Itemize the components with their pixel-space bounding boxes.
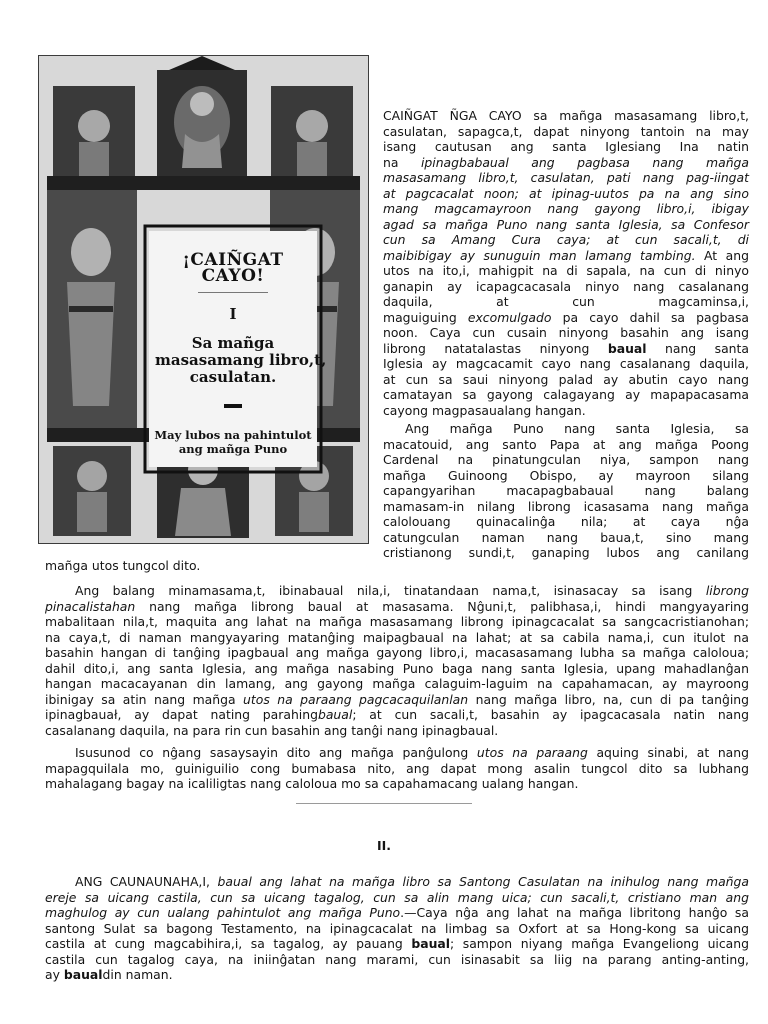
paragraph-rules-intro bbox=[45, 745, 749, 792]
text-run: librong natatalastas ninyong bbox=[383, 340, 608, 356]
plaque-footer-line: ang mañga Puno bbox=[178, 441, 288, 456]
plaque-subtitle bbox=[149, 333, 327, 386]
text-run: nang mañga libro, na, cun di pa tanĝing bbox=[468, 691, 749, 707]
italic-run: baual ang lahat na mañga libro sa Santong Casulatan na inihulog nang mañga bbox=[217, 874, 749, 889]
text-line: ganapin ay icapagcacasala ninyo nang casalanang bbox=[383, 278, 749, 294]
text-line: santong Sulat sa bagong Testamento, na ipinagcacalat na limbag sa Oxfort at sa Hong-kong sa uicang bbox=[45, 920, 749, 936]
text-run: .—Caya nĝa ang lahat na mañga libritong hanĝo sa bbox=[400, 905, 749, 920]
text-line: castila cun tagalog caya, na iniinĝatan nang marami, cun isinasabit sa liig na parang anting-anting, bbox=[45, 951, 749, 967]
text-line bbox=[383, 155, 749, 171]
text-run: At ang bbox=[695, 247, 749, 263]
plaque-rule bbox=[198, 292, 268, 293]
bold-run: baual bbox=[411, 936, 451, 951]
section-divider bbox=[296, 803, 472, 804]
plaque-number: I bbox=[229, 305, 237, 323]
text-line: dahil dito,i, ang santa Iglesia, ang mañga nasabing Puno baga nang santa Iglesia, upang mahadlanĝan bbox=[45, 660, 749, 676]
text-run: ay bbox=[45, 967, 64, 982]
text-line bbox=[45, 905, 749, 921]
text-run: nang santa bbox=[646, 340, 749, 356]
text-run: ANG CAUNAUNAHA,I, bbox=[75, 874, 218, 889]
text-line: calolouang quinacalinĝa nila; at caya nĝa bbox=[383, 514, 749, 529]
text-line: cayong magpasaualang hangan. bbox=[383, 402, 586, 418]
text-line: mañga Guinoong Obispo, ay mayroon silang bbox=[383, 467, 749, 483]
plaque-title: ¡CAIÑGAT CAYO! bbox=[182, 250, 284, 286]
italic-run: baual bbox=[317, 707, 353, 722]
paragraph-first-rule bbox=[45, 874, 749, 983]
text-run: pa cayo dahil sa pagbasa bbox=[551, 309, 749, 325]
text-line bbox=[45, 745, 749, 761]
text-line bbox=[45, 707, 749, 723]
text-run: ibinigay sa atin nang mañga bbox=[45, 691, 244, 707]
text-line bbox=[383, 217, 749, 233]
text-line bbox=[383, 186, 749, 202]
text-line: noon. Caya cun cusain ninyong basahin ang isang bbox=[383, 325, 749, 340]
text-line: Ang mañga Puno nang santa Iglesia, sa bbox=[405, 421, 749, 436]
italic-run: excomulgado bbox=[467, 309, 552, 325]
text-line: catungculan naman nang baua,t, sino mang bbox=[383, 529, 749, 545]
italic-run: mang magcamayroon nang gayong libro,i, ibigay bbox=[383, 201, 749, 216]
text-line: macatouid, ang santo Papa at ang mañga Poong bbox=[383, 436, 749, 452]
title-plaque bbox=[149, 231, 327, 467]
bold-run: baual bbox=[607, 340, 647, 356]
paragraph-intro bbox=[383, 108, 749, 418]
text-line: hangan macacayanan din lamang, ang gayong mañga calaguim-laguim na capahamacan, ay mayroong bbox=[45, 676, 749, 691]
italic-run: at pagcacalat noon; at ipinag-uutos pa na ang sino bbox=[383, 185, 749, 201]
italic-run: utos na paraang bbox=[476, 745, 588, 760]
text-line bbox=[383, 341, 749, 357]
text-run: Isusunod co nĝang sasaysayin dito ang mañga panĝulong bbox=[75, 745, 477, 760]
text-line: at cun sa saui ninyong palad ay abutin cayo nang bbox=[383, 371, 749, 387]
text-line: mamasam-in nilang librong icasasama nang mañga bbox=[383, 498, 749, 514]
text-line bbox=[45, 583, 749, 599]
text-run: ; sampon niyang mañga Evangeliong uicang bbox=[450, 936, 749, 951]
text-line: Cardenal na pinatungculan niya, sampon nang bbox=[383, 452, 749, 467]
italic-run: agad sa mañga Puno nang santa Iglesia, sa Confesor bbox=[383, 216, 749, 232]
text-run: castila at cung magcabihira,i, sa tagalog, ay pauang bbox=[45, 936, 412, 951]
plaque-subtitle-line: masasamang libro,t, bbox=[155, 350, 327, 369]
text-line: CAIÑGAT ÑGA CAYO sa mañga masasamang libro,t, bbox=[383, 108, 749, 123]
paragraph-authorities bbox=[383, 421, 749, 561]
text-line bbox=[45, 890, 749, 906]
text-line bbox=[383, 232, 749, 248]
text-run: Ang balang minamasama,t, ibinabaual nila,i, tinatandaan nama,t, isinasacay sa isang bbox=[75, 583, 706, 598]
italic-run: cun sa Amang Cura caya; at cun sacali,t, di bbox=[383, 232, 749, 247]
text-line bbox=[45, 967, 749, 983]
text-line bbox=[383, 201, 749, 217]
paragraph-index bbox=[45, 583, 749, 738]
text-line bbox=[45, 936, 749, 952]
bold-run: baual bbox=[63, 967, 103, 982]
text-run: aquing sinabi, at nang bbox=[587, 745, 749, 760]
text-run: ipinagbauał, ay dapat nating parahing bbox=[45, 707, 318, 722]
text-line: isang cautusan ang santa Iglesiang Ina natin bbox=[383, 139, 749, 154]
plaque-dash bbox=[224, 404, 242, 408]
text-line: mabalitaan nila,t, maquita ang lahat na mañga masasamang librong ipinagcacalat sa sangcacristianohan; bbox=[45, 614, 749, 629]
text-line bbox=[383, 170, 749, 186]
text-line bbox=[45, 599, 749, 615]
section-heading: II. bbox=[377, 838, 391, 853]
italic-run: ereje sa uicang castila, cun sa uicang tagalog, cun sa alin mang uica; cun sacali,t, cristiano man ang bbox=[45, 889, 749, 905]
text-line: na caya,t, di naman mangyayaring matanĝing maipagbaual na lahat; at sa cabila nama,i, cun itulot na bbox=[45, 629, 749, 645]
text-line: mapagquilala mo, guiniguilio cong bumabasa nito, ang dapat mong asalin tungcol dito sa lubhang bbox=[45, 760, 749, 776]
text-line bbox=[45, 874, 749, 890]
plaque-footer-line: May lubos na pahintulot bbox=[154, 427, 312, 442]
text-line bbox=[383, 310, 749, 326]
paragraph-authorities-tail bbox=[45, 558, 345, 574]
italic-run: maghulog ay cun ualang pahintulot ang mañga Puno bbox=[45, 905, 401, 920]
text-line bbox=[45, 692, 749, 708]
text-line: basahin hangan di tanĝing ipagbaual ang mañga gayong libro,i, macasasamang lubha sa mañga caloloua; bbox=[45, 645, 749, 660]
text-run: din naman. bbox=[102, 967, 173, 982]
text-line: cristianong sundi,t, ganaping lubos ang canilang bbox=[383, 545, 749, 560]
text-line: capangyarihan macapagbabaual nang balang bbox=[383, 483, 749, 498]
italic-run: ipinagbabaual ang pagbasa nang mañga bbox=[420, 154, 749, 170]
text-line: casulatan, sapagca,t, dapat ninyong tantoin na may bbox=[383, 123, 749, 139]
frontispiece-illustration bbox=[38, 55, 369, 544]
text-run: ; at cun sacali,t, basahin ay ipagcacasala natin nang bbox=[352, 707, 749, 722]
text-line: mañga utos tungcol dito. bbox=[45, 558, 201, 573]
italic-run: librong bbox=[705, 583, 749, 598]
text-line: camatayan sa gayong calagayang ay mapapacasama bbox=[383, 387, 749, 402]
text-run: na bbox=[383, 154, 421, 170]
plaque-footer bbox=[149, 428, 317, 456]
text-line: casalanang daquila, na para rin cun basahin ang tanĝi nang ipinagbaual. bbox=[45, 722, 499, 738]
plaque-subtitle-line: Sa mañga bbox=[191, 333, 275, 352]
plaque-subtitle-line: casulatan. bbox=[189, 367, 277, 386]
text-line: daquila, at cun magcaminsa,i, bbox=[383, 294, 749, 309]
text-run: maguiguing bbox=[383, 309, 468, 325]
italic-run: maibibigay ay sunuguin man lamang tambing. bbox=[383, 247, 696, 263]
text-line bbox=[383, 248, 749, 264]
italic-run: utos na paraang pagcacaquilanlan bbox=[243, 691, 469, 707]
italic-run: pinacalistahan bbox=[45, 598, 136, 614]
text-line: Iglesia ay magcacamit cayo nang casalanang daquila, bbox=[383, 356, 749, 371]
text-run: nang mañga librong baual at masasama. Nĝuni,t, palibhasa,i, hindi mangyayaring bbox=[135, 598, 749, 614]
text-line: utos na ito,i, mahigpit na di sapala, na cun di ninyo bbox=[383, 263, 749, 278]
italic-run: masasamang libro,t, casulatan, pati nang pag-iingat bbox=[383, 170, 749, 185]
text-line: mahalagang bagay na icaliligtas nang caloloua mo sa capahamacang ualang hangan. bbox=[45, 776, 579, 791]
